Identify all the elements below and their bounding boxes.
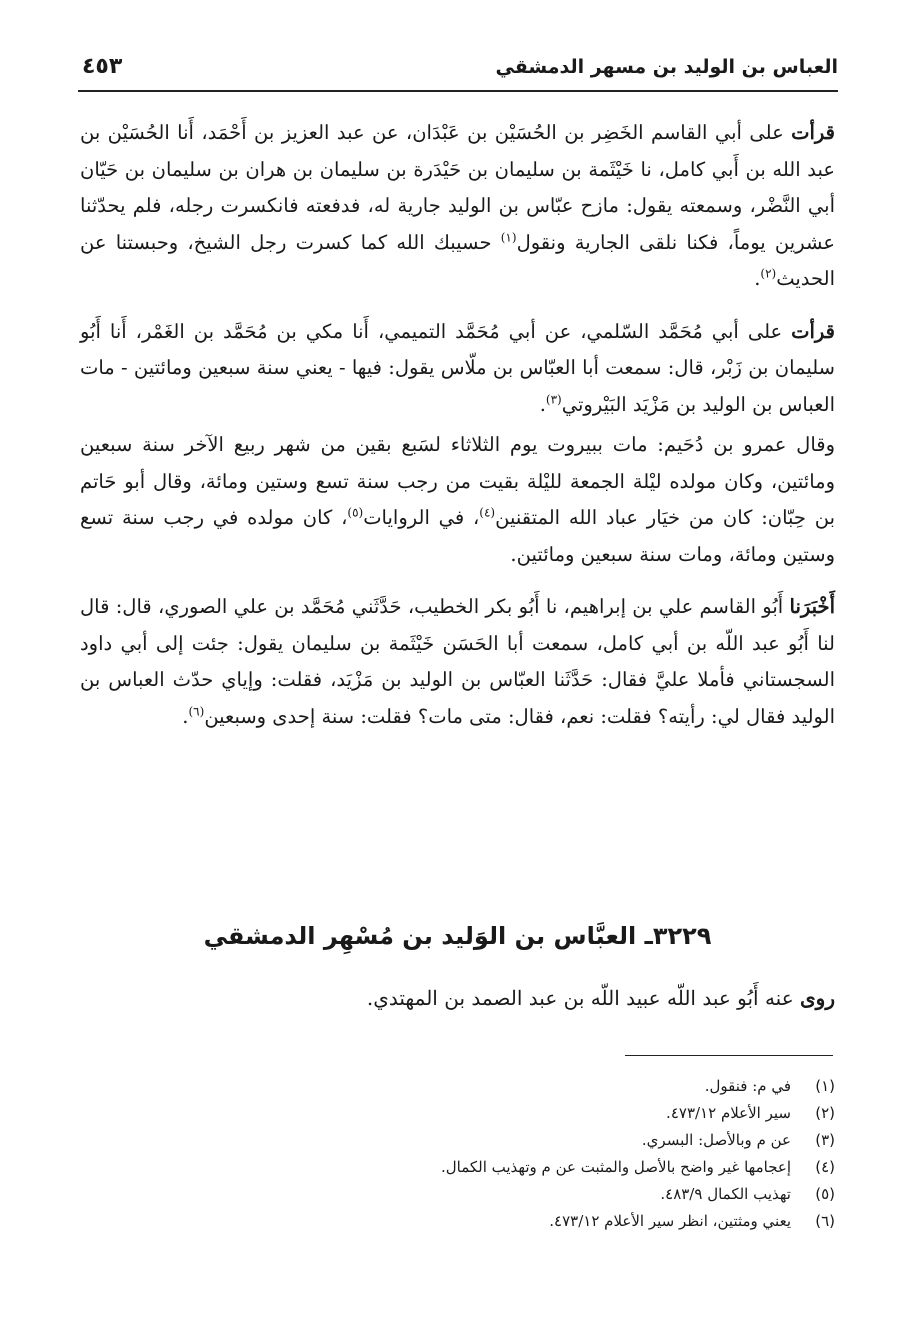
footnote-item xyxy=(80,1208,835,1235)
footnote-ref-3[interactable]: (٣) xyxy=(545,392,562,406)
footnote-number: (٦) xyxy=(815,1212,835,1230)
paragraph-4 xyxy=(80,589,835,735)
entry-lead-word: روى xyxy=(800,986,835,1010)
footnote-number: (٤) xyxy=(815,1158,835,1176)
footnote-ref-6[interactable]: (٦) xyxy=(188,704,205,718)
footnote-number: (٢) xyxy=(815,1104,835,1122)
footnote-ref-2[interactable]: (٢) xyxy=(760,266,777,281)
footnote-ref-4[interactable]: (٤) xyxy=(479,505,496,520)
main-text xyxy=(80,115,835,735)
paragraph-text-continued: حسيبك الله كما كسرت رجل الشيخ، وحبستنا عن الحديث xyxy=(80,230,835,290)
footnote-item xyxy=(80,1100,835,1127)
paragraph-1 xyxy=(80,115,835,298)
paragraph-gap xyxy=(80,573,835,589)
paragraph-2 xyxy=(80,314,835,424)
footnote-text: في م: فنقول. xyxy=(704,1077,791,1095)
paragraph-text: على أبي القاسم الخَضِر بن الحُسَيْن بن عَبْدَان، عن عبد العزيز بن أَحْمَد، أَنا الحُسَيْن بن عبد الله بن أَبي كامل، نا خَيْثَمة بن سليمان بن حَيْدَرة بن سليمان بن هران بن سليمان بن حَيّان أبي النَّضْر، وسمعته يقول: مازح عبّاس بن الوليد جارية له، فدفعته فانكسرت رجله، فلم يحدّثنا عشرين يوماً، فكنا نلقى الجارية ونقول xyxy=(80,121,835,254)
paragraph-lead-word: أَخْبَرَنا xyxy=(789,595,835,618)
paragraph-text: على أبي مُحَمَّد السّلمي، عن أبي مُحَمَّد التميمي، أَنا مكي بن مُحَمَّد بن الغَمْر، أَنا أَبُو سليمان بن زَبْر، قال: سمعت أبا العبّاس بن ملّاس يقول: فيها - يعني سنة سبعين ومائتين - مات العباس بن الوليد بن مَزْيَد البَيْروتي xyxy=(80,319,835,416)
footnote-item xyxy=(80,1181,835,1208)
footnote-item xyxy=(80,1073,835,1100)
paragraph-text: أَبُو القاسم علي بن إبراهيم، نا أَبُو بكر الخطيب، حَدَّثَني مُحَمَّد بن علي الصوري، قال: قال لنا أَبُو عبد اللّه بن أبي كامل، سمعت أبا الحَسَن خَيْثَمة بن سليمان يقول: جئت إلى أبي داود السجستاني فأملا عليَّ فقال: حَدَّثَنا العبّاس بن الوليد بن مَزْيَد، فقلت: وإياي حدّث العباس بن الوليد فقال لي: رأيته؟ فقلت: نعم، فقال: متى مات؟ فقلت: سنة إحدى وسبعين xyxy=(80,595,835,728)
paragraph-end: . xyxy=(754,267,761,290)
paragraph-end: ، كان مولده في رجب سنة تسع وستين ومائة، ومات سنة سبعين ومائتين. xyxy=(80,506,835,566)
footnote-text: إعجامها غير واضح بالأصل والمثبت عن م وتهذيب الكمال. xyxy=(440,1158,791,1176)
header-divider xyxy=(78,90,838,92)
footnote-ref-5[interactable]: (٥) xyxy=(347,505,364,520)
footnote-number: (٣) xyxy=(815,1131,835,1149)
footnote-number: (٥) xyxy=(815,1185,835,1203)
footnote-text: عن م وبالأصل: البسري. xyxy=(641,1131,791,1149)
entry-body: عنه أَبُو عبد اللّه عبيد اللّه بن عبد الصمد بن المهتدي. xyxy=(366,986,801,1010)
paragraph-end: . xyxy=(182,704,189,728)
page-number: ٤٥٣ xyxy=(82,54,123,79)
paragraph-lead-word: قرأت xyxy=(791,121,835,144)
footnote-text: سير الأعلام ٤٧٣/١٢. xyxy=(666,1104,791,1122)
entry-heading: ٣٢٢٩ـ العبَّاس بن الوَليد بن مُسْهِر الدمشقي xyxy=(203,922,712,950)
paragraph-text-continued: ، في الروايات xyxy=(363,506,480,529)
paragraph-lead-word: قرأت xyxy=(791,319,835,343)
footnote-ref-1[interactable]: (١) xyxy=(500,230,517,244)
footnote-item xyxy=(80,1127,835,1154)
entry-text xyxy=(80,980,835,1016)
footnotes-list xyxy=(80,1073,835,1235)
running-title: العباس بن الوليد بن مسهر الدمشقي xyxy=(495,56,838,78)
footnote-item xyxy=(80,1154,835,1181)
paragraph-end: . xyxy=(539,392,546,416)
paragraph-text: وقال عمرو بن دُحَيم: مات ببيروت يوم الثلاثاء لسَبع بقين من شهر ربيع الآخر سنة سبعين ومائتين، وكان مولده ليْلة الجمعة لليْلة بقيت من رجب سنة تسع وستين ومائة، وقال أبو حَاتم بن حِبّان: كان من خيَار عباد الله المتقنين xyxy=(80,433,835,529)
footnote-text: تهذيب الكمال ٤٨٣/٩. xyxy=(660,1185,791,1203)
page-header xyxy=(78,52,838,92)
paragraph-3 xyxy=(80,427,835,573)
paragraph-gap xyxy=(80,298,835,314)
footnote-number: (١) xyxy=(815,1077,835,1095)
footnote-text: يعني ومثتين، انظر سير الأعلام ٤٧٣/١٢. xyxy=(549,1212,791,1230)
footnote-divider xyxy=(625,1055,833,1056)
